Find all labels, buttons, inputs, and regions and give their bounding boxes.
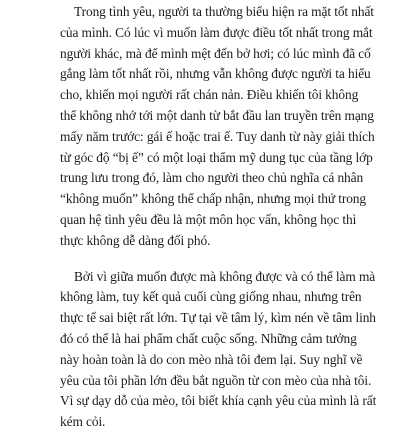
text-line: cho, khiến mọi người rất chán nản. Điều khiến tôi không <box>60 87 359 103</box>
text-line: trung lưu trong đó, làm cho người theo chủ nghĩa cá nhân <box>60 170 364 186</box>
paragraph-gap <box>60 252 350 267</box>
text-line: quan hệ tình yêu đều là một môn học vấn, không học thì <box>60 211 357 227</box>
paragraph-1 <box>60 2 375 252</box>
body-text <box>60 2 377 433</box>
text-line: Trong tình yêu, người ta thường biểu hiện ra mặt tốt nhất <box>74 4 374 19</box>
text-line: “không muốn” không thể chấp nhận, nhưng mọi thứ trong <box>60 191 366 207</box>
text-line: gắng làm tốt nhất rồi, nhưng vẫn không được người ta hiểu <box>60 66 371 82</box>
text-line: mấy năm trước: gái ế hoặc trai ế. Tuy danh từ này giải thích <box>60 128 375 144</box>
text-line: này hoàn toàn là do con mèo nhà tôi đem lại. Suy nghĩ về <box>60 351 363 367</box>
paragraph-2 <box>60 267 377 433</box>
text-line: Vì sự dạy dỗ của mèo, tôi biết khía cạnh yêu của mình là rất <box>60 393 377 409</box>
text-line: người khác, mà để mình mệt đến bở hơi; có lúc mình đã cố <box>60 45 371 61</box>
text-line: Bởi vì giữa muốn được mà không được và có thể làm mà <box>74 268 376 284</box>
text-line: từ góc độ “bị ế” có một loại thẩm mỹ dung tục của tầng lớp <box>60 149 373 165</box>
text-line: kém cỏi. <box>60 414 106 430</box>
text-line: đó có thể là hai phẩm chất cuộc sống. Những cảm tưởng <box>60 330 357 346</box>
text-line: thực không dễ dàng đối phó. <box>60 232 211 248</box>
text-line: của mình. Có lúc vì muốn làm được điều tốt nhất trong mắt <box>60 24 373 40</box>
text-line: thể không nhớ tới một danh từ bắt đầu lan truyền trên mạng <box>60 107 374 123</box>
text-line: không làm, tuy kết quả cuối cùng giống nhau, nhưng trên <box>60 289 362 305</box>
text-line: yêu của tôi phần lớn đều bắt nguồn từ con mèo của nhà tôi. <box>60 372 372 388</box>
text-line: thực tế sai biệt rất lớn. Tự tại về tâm lý, kìm nén về tâm linh <box>60 310 376 326</box>
